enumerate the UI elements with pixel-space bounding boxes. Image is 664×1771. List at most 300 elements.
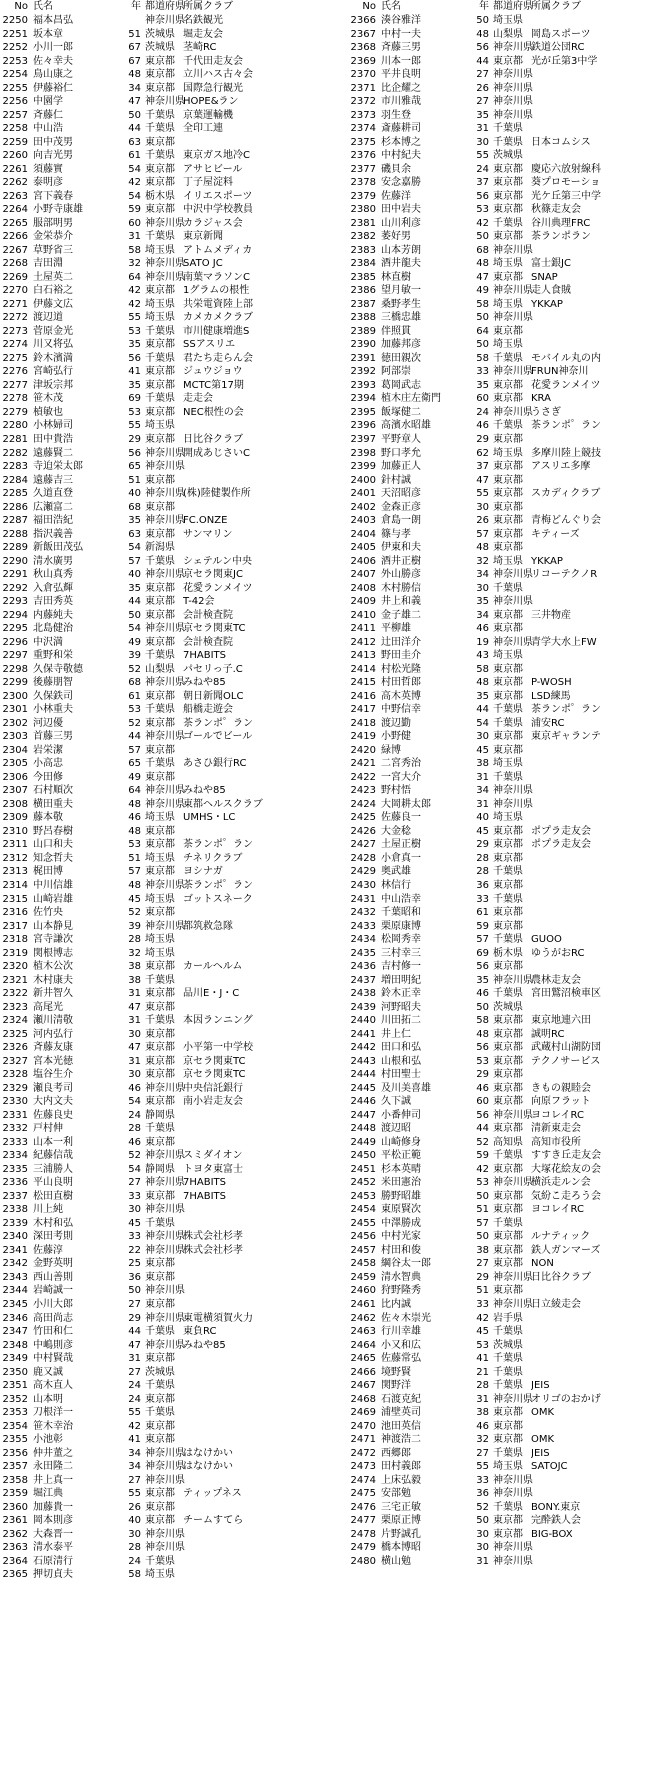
club: 谷川典理FRC [531,217,591,229]
entry-no: 2275 [2,352,28,364]
runner-name: 戸村伸 [33,1123,63,1135]
prefecture: 東京都 [145,177,175,189]
table-row [348,879,664,893]
runner-name: 野呂春樹 [33,825,73,837]
table-row [0,730,331,744]
table-row [0,1001,331,1015]
club: JEIS [531,1447,550,1459]
runner-age: 39 [128,920,141,932]
prefecture: 神奈川県 [493,109,533,121]
entry-no: 2310 [2,825,28,837]
club [531,474,664,488]
runner-age: 52 [476,1501,489,1513]
prefecture: 東京都 [145,866,175,878]
runner-name: 伊藤文広 [33,298,73,310]
runner-name: 久道直登 [33,488,73,500]
table-row [348,1541,664,1555]
prefecture: 千葉県 [145,1555,175,1567]
table-row [0,1325,331,1339]
prefecture: 埼玉県 [145,312,175,324]
table-row [348,379,664,393]
runner-age: 50 [128,609,141,621]
runner-name: 佐藤常弘 [381,1353,421,1365]
runner-name: 須藤實 [33,163,63,175]
club [531,325,664,339]
club [531,1339,664,1353]
prefecture: 東京都 [145,1515,175,1527]
runner-name: 加藤邦彦 [381,339,421,351]
table-row [348,284,664,298]
prefecture: 神奈川県 [493,1555,533,1567]
table-row [0,352,331,366]
runner-name: 土屋正樹 [381,839,421,851]
table-row [348,1366,664,1380]
runner-name: 小林重夫 [33,704,73,716]
club: ゴールでビール [183,731,253,743]
runner-age: 48 [476,1028,489,1040]
club: きもの親睦会 [531,1082,591,1094]
runner-name: 木村和弘 [33,1217,73,1229]
club [183,825,331,839]
prefecture: 東京都 [145,1353,175,1365]
prefecture: 東京都 [493,1515,523,1527]
runner-name: 片野誠孔 [381,1528,421,1540]
runner-name: 木村勝信 [381,582,421,594]
runner-age: 24 [128,1393,141,1405]
runner-name: 田口和弘 [381,1042,421,1054]
prefecture: 東京都 [145,690,175,702]
entry-no: 2457 [350,1244,376,1256]
table-row [348,1487,664,1501]
prefecture: 東京都 [145,825,175,837]
prefecture: 千葉県 [493,866,523,878]
club [183,906,331,920]
entry-no: 2429 [350,866,376,878]
runner-name: 斉藤仁 [33,109,63,121]
club [531,95,664,109]
entry-no: 2318 [2,934,28,946]
prefecture: 東京都 [493,393,523,405]
table-row [348,1393,664,1407]
runner-age: 56 [476,1109,489,1121]
prefecture: 神奈川県 [145,1461,185,1473]
entry-no: 2349 [2,1353,28,1365]
header-club: 所属クラブ [183,1,233,12]
club: OMK [531,1407,555,1419]
club: 多摩川陸上競技 [531,447,601,459]
club: モバイル丸の内 [531,352,601,364]
table-row [0,1055,331,1069]
entry-no: 2311 [2,839,28,851]
runner-age: 38 [128,961,141,973]
table-row [348,460,664,474]
club: 京セラ関東TC [183,1055,246,1067]
entry-no: 2373 [350,109,376,121]
table-row [0,1555,331,1569]
table-row [348,176,664,190]
club [531,1284,664,1298]
table-row [0,217,331,231]
entry-no: 2285 [2,488,28,500]
club [183,1379,331,1393]
runner-age: 31 [476,798,489,810]
club: 南小岩走友会 [183,1096,243,1108]
runner-name: 望月敏一 [381,285,421,297]
table-row [0,1366,331,1380]
table-row [0,365,331,379]
table-row [0,865,331,879]
club: P-WOSH [531,677,572,689]
club: 鉄道公団RC [531,42,585,54]
entry-no: 2476 [350,1501,376,1513]
prefecture: 千葉県 [493,1353,523,1365]
table-row [0,82,331,96]
runner-name: 押切貞夫 [33,1569,73,1581]
runner-age: 54 [128,1096,141,1108]
prefecture: 東京都 [145,771,175,783]
club [531,920,664,934]
runner-age: 59 [476,1150,489,1162]
prefecture: 東京都 [145,1042,175,1054]
club: キティーズ [531,528,580,540]
entry-no: 2381 [350,217,376,229]
club [183,974,331,988]
prefecture: 東京都 [493,1082,523,1094]
club: 株式会社杉孝 [183,1244,243,1256]
prefecture: 神奈川県 [145,1285,185,1297]
table-row [348,271,664,285]
entry-no: 2291 [2,569,28,581]
runner-age: 24 [476,163,489,175]
runner-age: 47 [128,96,141,108]
entry-no: 2391 [350,352,376,364]
prefecture: 東京都 [145,1258,175,1270]
table-row [0,920,331,934]
prefecture: 東京都 [145,1069,175,1081]
runner-name: 今田修 [33,771,63,783]
runner-name: 境野賢 [381,1366,411,1378]
table-row [0,203,331,217]
club: オリゴのおかげ [531,1393,601,1405]
prefecture: 千葉県 [493,988,523,1000]
entry-no: 2473 [350,1461,376,1473]
table-row [0,811,331,825]
entry-no: 2468 [350,1393,376,1405]
runner-age: 56 [476,190,489,202]
entry-no: 2451 [350,1163,376,1175]
prefecture: 東京都 [493,690,523,702]
prefecture: 千葉県 [145,150,175,162]
table-row [0,1136,331,1150]
table-row [0,541,331,555]
club [183,1109,331,1123]
entry-no: 2288 [2,528,28,540]
entry-no: 2433 [350,920,376,932]
club [531,1325,664,1339]
table-row [348,757,664,771]
runner-name: 田中岩夫 [381,204,421,216]
runner-name: 斉藤友康 [33,1042,73,1054]
club [183,1406,331,1420]
entry-no: 2314 [2,880,28,891]
prefecture: 神奈川県 [493,785,533,797]
runner-age: 51 [128,852,141,864]
runner-age: 49 [476,285,489,297]
club [531,311,664,325]
club: 7HABITS [183,650,226,662]
runner-age: 46 [476,1420,489,1432]
runner-age: 55 [476,1461,489,1473]
entry-no: 2377 [350,163,376,175]
entry-no: 2280 [2,420,28,432]
runner-name: 高木英博 [381,690,421,702]
entry-no: 2413 [350,650,376,662]
runner-age: 50 [476,1515,489,1527]
entry-no: 2299 [2,677,28,689]
entry-no: 2265 [2,217,28,229]
table-row [0,1122,331,1136]
table-row [0,1568,331,1582]
runner-age: 30 [128,1528,141,1540]
entry-no: 2455 [350,1217,376,1229]
club [183,1257,331,1271]
runner-age: 50 [128,1285,141,1297]
runner-age: 45 [476,1326,489,1338]
club [531,1312,664,1326]
runner-age: 58 [476,298,489,310]
club [183,1028,331,1042]
prefecture: 東京都 [145,1420,175,1432]
runner-age: 40 [128,569,141,581]
runner-age: 64 [128,785,141,797]
club: ジュウジョウ [183,366,243,378]
entry-no: 2412 [350,636,376,648]
runner-name: 安念嘉勝 [381,177,421,189]
club: 鉄人ガンマーズ [531,1244,601,1256]
table-row [348,338,664,352]
club: SATOJC [531,1461,568,1473]
prefecture: 東京都 [145,636,175,648]
entry-no: 2287 [2,515,28,527]
runner-age: 34 [128,1447,141,1459]
runner-age: 42 [128,285,141,297]
prefecture: 東京都 [493,1190,523,1202]
runner-name: 井上真一 [33,1474,73,1486]
table-row [348,136,664,150]
table-row [348,568,664,582]
table-row [0,1257,331,1271]
club: 茶ランポ゜ラン [183,880,253,891]
entry-no: 2452 [350,1177,376,1189]
runner-age: 53 [476,1339,489,1351]
club [531,1217,664,1231]
club: YKKAP [531,298,563,310]
runner-name: 佐々木崇光 [381,1312,431,1324]
club: 浦安RC [531,717,565,729]
runner-age: 28 [476,866,489,878]
club: (株)陸健製作所 [183,488,251,500]
entry-no: 2474 [350,1474,376,1486]
prefecture: 山梨県 [145,663,175,675]
runner-age: 68 [128,501,141,513]
entry-no: 2315 [2,893,28,905]
runner-age: 61 [128,690,141,702]
prefecture: 埼玉県 [145,1569,175,1581]
prefecture: 東京都 [145,69,175,81]
entry-no: 2423 [350,785,376,797]
runner-age: 53 [128,325,141,337]
entry-no: 2472 [350,1447,376,1459]
runner-name: 仲井董之 [33,1447,73,1459]
table-row [0,68,331,82]
entry-no: 2344 [2,1285,28,1297]
runner-name: 佐藤良一 [381,812,421,824]
runner-age: 46 [128,1136,141,1148]
prefecture: 神奈川県 [145,785,185,797]
table-row [348,906,664,920]
prefecture: 東京都 [493,515,523,527]
prefecture: 神奈川県 [145,515,185,527]
club: 気紛こ走ろう会 [531,1190,601,1202]
entry-no: 2403 [350,515,376,527]
club: 君たち走らん会 [183,352,253,364]
runner-name: 清水廣男 [33,555,73,567]
entry-no: 2340 [2,1231,28,1243]
club: 7HABITS [183,1190,226,1202]
club: 走人食賊 [531,285,571,297]
runner-age: 54 [128,1163,141,1175]
table-row [0,1014,331,1028]
prefecture: 千葉県 [493,1217,523,1229]
prefecture: 神奈川県 [493,636,533,648]
prefecture: 千葉県 [493,1366,523,1378]
runner-age: 44 [476,1123,489,1135]
runner-age: 27 [128,1474,141,1486]
club: 中沢中学校教員 [183,204,253,216]
prefecture: 神奈川県 [145,623,185,635]
entry-no: 2269 [2,271,28,283]
runner-name: 小高忠 [33,758,63,770]
runner-name: 小林婦司 [33,420,73,432]
runner-name: 井上仁 [381,1028,411,1040]
runner-name: 大金稔 [381,825,411,837]
prefecture: 神奈川県 [145,677,185,689]
runner-age: 56 [476,42,489,54]
club [531,798,664,812]
club [183,1433,331,1447]
entry-no: 2292 [2,582,28,594]
table-row [348,325,664,339]
club [531,744,664,758]
runner-age: 27 [476,1447,489,1459]
prefecture: 東京都 [493,663,523,675]
prefecture: 東京都 [145,609,175,621]
club: はなけかい [183,1447,233,1459]
runner-name: 山本一利 [33,1136,73,1148]
club: イリエスポーツ [183,190,253,202]
club: 富士銀JC [531,258,571,270]
entry-no: 2317 [2,920,28,932]
entry-no: 2370 [350,69,376,81]
entry-no: 2325 [2,1028,28,1040]
runner-age: 53 [476,1177,489,1189]
table-row [0,987,331,1001]
runner-name: 田村義郎 [381,1461,421,1473]
header-name: 氏名 [381,1,401,12]
runner-age: 28 [128,1542,141,1554]
prefecture: 神奈川県 [493,96,533,108]
prefecture: 栃木県 [493,947,523,959]
prefecture: 東京都 [493,677,523,689]
runner-age: 46 [476,420,489,432]
runner-name: 瀬川清敬 [33,1015,73,1027]
runner-age: 57 [476,934,489,946]
table-row [348,1379,664,1393]
club: トヨタ東富士 [183,1163,243,1175]
runner-age: 31 [476,771,489,783]
runner-age: 37 [476,461,489,473]
table-row [348,1230,664,1244]
table-row [0,1190,331,1204]
table-row [348,1514,664,1528]
prefecture: 千葉県 [145,704,175,716]
club [183,933,331,947]
prefecture: 千葉県 [493,582,523,594]
entry-no: 2261 [2,163,28,175]
club: KRA [531,393,551,405]
prefecture: 新潟県 [145,542,175,554]
runner-name: 村田聖士 [381,1069,421,1081]
prefecture: 東京都 [493,907,523,919]
table-row [0,1514,331,1528]
table-row [348,717,664,731]
club: 開成あじさいC [183,447,250,459]
prefecture: 東京都 [145,339,175,351]
runner-age: 32 [476,555,489,567]
club [531,852,664,866]
entry-no: 2406 [350,555,376,567]
prefecture: 東京都 [493,880,523,891]
prefecture: 東京都 [145,1096,175,1108]
runner-age: 31 [128,1015,141,1027]
table-row [348,419,664,433]
entry-no: 2347 [2,1326,28,1338]
entry-no: 2293 [2,596,28,608]
entry-no: 2333 [2,1136,28,1148]
entry-no: 2399 [350,461,376,473]
runner-name: 関野洋 [381,1380,411,1392]
table-row [0,947,331,961]
prefecture: 神奈川県 [145,731,185,743]
entry-no: 2424 [350,798,376,810]
club: OMK [531,1434,555,1446]
club [531,433,664,447]
runner-name: 高木直人 [33,1380,73,1392]
table-row [0,960,331,974]
table-row [0,609,331,623]
runner-name: 西郷郎 [381,1447,411,1459]
runner-name: 渡辺道 [33,312,63,324]
table-row [0,379,331,393]
table-row [0,798,331,812]
club [183,771,331,785]
table-row [0,392,331,406]
prefecture: 神奈川県 [493,285,533,297]
runner-name: 秋山真秀 [33,569,73,581]
runner-age: 51 [128,28,141,40]
entry-no: 2270 [2,285,28,297]
runner-age: 55 [476,488,489,500]
